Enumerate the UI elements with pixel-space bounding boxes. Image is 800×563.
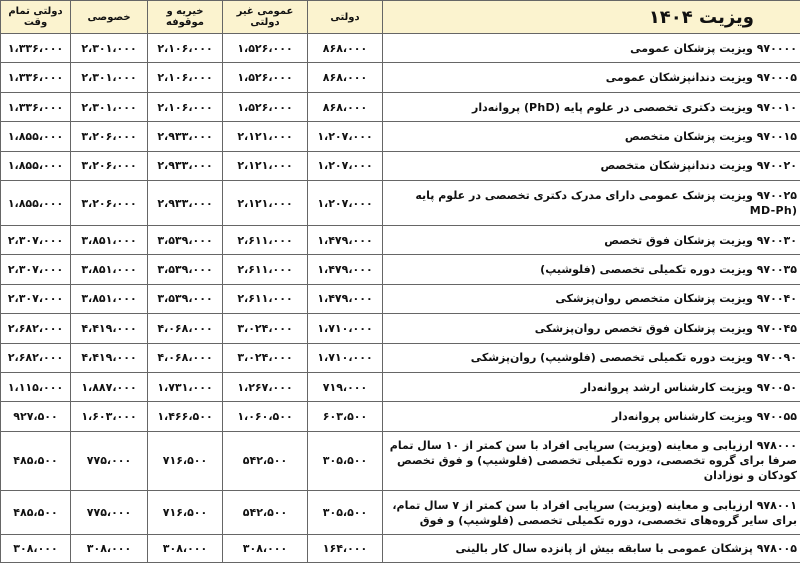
value-public-nongovernment: ۳۰۸،۰۰۰ — [223, 535, 308, 563]
table-row — [1, 535, 800, 563]
service-name: ویزیت پزشکان فوق تخصص روان‌پزشکی — [534, 321, 753, 335]
value-government-fulltime: ۱،۱۱۵،۰۰۰ — [1, 373, 71, 402]
value-public-nongovernment: ۲،۱۲۱،۰۰۰ — [223, 122, 308, 151]
value-government-fulltime: ۴۸۵،۵۰۰ — [1, 490, 71, 535]
service-name: ویزیت پزشک عمومی دارای مدرک دکتری تخصصی در علوم پایه (MD-Ph — [415, 189, 797, 218]
service-name: ویزیت پزشکان متخصص روان‌پزشکی — [555, 292, 753, 306]
service-code: ۹۷۸۰۰۵ — [756, 542, 797, 556]
value-government: ۱،۲۰۷،۰۰۰ — [308, 151, 383, 180]
value-government-fulltime: ۱،۳۳۶،۰۰۰ — [1, 92, 71, 121]
value-charity: ۳،۵۳۹،۰۰۰ — [148, 284, 223, 313]
service-cell — [383, 255, 800, 284]
service-cell — [383, 314, 800, 343]
value-government-fulltime: ۲،۳۰۷،۰۰۰ — [1, 255, 71, 284]
table-row — [1, 343, 800, 372]
value-private: ۳۰۸،۰۰۰ — [71, 535, 148, 563]
value-private: ۴،۴۱۹،۰۰۰ — [71, 343, 148, 372]
value-private: ۱،۸۸۷،۰۰۰ — [71, 373, 148, 402]
value-public-nongovernment: ۵۴۲،۵۰۰ — [223, 490, 308, 535]
service-code: ۹۷۰۰۰۰ — [756, 41, 797, 55]
value-government: ۸۶۸،۰۰۰ — [308, 92, 383, 121]
page-title: ویزیت ۱۴۰۴ — [383, 1, 800, 34]
service-code: ۹۷۰۰۳۵ — [756, 263, 797, 277]
service-name: ویزیت پزشکان متخصص — [624, 130, 753, 144]
value-charity: ۲،۹۳۳،۰۰۰ — [148, 122, 223, 151]
table-row — [1, 63, 800, 92]
value-charity: ۲،۱۰۶،۰۰۰ — [148, 34, 223, 63]
value-public-nongovernment: ۲،۶۱۱،۰۰۰ — [223, 255, 308, 284]
service-cell — [383, 535, 800, 563]
service-name: ویزیت دوره تکمیلی تخصصی (فلوشیپ) روان‌پزشکی — [470, 351, 753, 365]
service-name: ویزیت دوره تکمیلی تخصصی (فلوشیپ) — [540, 263, 753, 277]
value-public-nongovernment: ۱،۵۲۶،۰۰۰ — [223, 63, 308, 92]
service-code: ۹۷۰۰۴۰ — [756, 292, 797, 306]
service-cell — [383, 284, 800, 313]
service-cell — [383, 34, 800, 63]
service-cell — [383, 181, 800, 226]
value-charity: ۳۰۸،۰۰۰ — [148, 535, 223, 563]
table-row — [1, 122, 800, 151]
service-name: ویزیت پزشکان فوق تخصص — [604, 233, 753, 247]
value-government: ۸۶۸،۰۰۰ — [308, 34, 383, 63]
value-government: ۱،۴۷۹،۰۰۰ — [308, 255, 383, 284]
service-code: ۹۷۸۰۰۱ — [756, 498, 797, 512]
table-row — [1, 255, 800, 284]
service-name: ویزیت دندانپزشکان متخصص — [600, 159, 753, 173]
service-name: پزشکان عمومی با سابقه بیش از پانزده سال کار بالینی — [455, 542, 753, 556]
service-name: ویزیت کارشناس پروانه‌دار — [612, 410, 753, 424]
value-private: ۷۷۵،۰۰۰ — [71, 490, 148, 535]
value-private: ۱،۶۰۳،۰۰۰ — [71, 402, 148, 431]
service-cell — [383, 63, 800, 92]
value-private: ۳،۲۰۶،۰۰۰ — [71, 122, 148, 151]
service-code: ۹۷۰۰۲۵ — [756, 189, 797, 203]
value-private: ۳،۲۰۶،۰۰۰ — [71, 181, 148, 226]
value-government-fulltime: ۱،۳۳۶،۰۰۰ — [1, 63, 71, 92]
value-public-nongovernment: ۲،۱۲۱،۰۰۰ — [223, 181, 308, 226]
value-charity: ۷۱۶،۵۰۰ — [148, 490, 223, 535]
service-cell — [383, 122, 800, 151]
value-public-nongovernment: ۲،۶۱۱،۰۰۰ — [223, 225, 308, 254]
value-charity: ۴،۰۶۸،۰۰۰ — [148, 343, 223, 372]
col-header-charity: خیریه و موقوفه — [148, 1, 223, 34]
table-row — [1, 314, 800, 343]
table-row — [1, 284, 800, 313]
value-public-nongovernment: ۱،۵۲۶،۰۰۰ — [223, 34, 308, 63]
service-name: ارزیابی و معاینه (ویزیت) سرپایی افراد با سن کمتر از ۷ سال تمام، برای سایر گروه‌های تخصصی، دوره تکمیلی تخصصی (فلوشیپ) و فوق — [392, 498, 797, 527]
value-charity: ۱،۴۶۶،۵۰۰ — [148, 402, 223, 431]
service-code: ۹۷۰۰۱۵ — [756, 130, 797, 144]
table-row — [1, 225, 800, 254]
value-private: ۴،۴۱۹،۰۰۰ — [71, 314, 148, 343]
value-government: ۳۰۵،۵۰۰ — [308, 431, 383, 490]
value-private: ۲،۳۰۱،۰۰۰ — [71, 34, 148, 63]
value-government: ۱،۷۱۰،۰۰۰ — [308, 343, 383, 372]
service-name: ویزیت دکتری تخصصی در علوم پایه (PhD) پروانه‌دار — [472, 100, 753, 114]
table-row — [1, 92, 800, 121]
value-charity: ۷۱۶،۵۰۰ — [148, 431, 223, 490]
value-charity: ۲،۹۳۳،۰۰۰ — [148, 151, 223, 180]
service-cell — [383, 402, 800, 431]
value-private: ۷۷۵،۰۰۰ — [71, 431, 148, 490]
value-charity: ۲،۹۳۳،۰۰۰ — [148, 181, 223, 226]
value-government-fulltime: ۲،۳۰۷،۰۰۰ — [1, 284, 71, 313]
value-government: ۷۱۹،۰۰۰ — [308, 373, 383, 402]
service-name: ویزیت پزشکان عمومی — [630, 41, 753, 55]
value-government-fulltime: ۴۸۵،۵۰۰ — [1, 431, 71, 490]
value-government: ۱،۴۷۹،۰۰۰ — [308, 284, 383, 313]
value-private: ۳،۸۵۱،۰۰۰ — [71, 284, 148, 313]
value-public-nongovernment: ۲،۶۱۱،۰۰۰ — [223, 284, 308, 313]
value-government: ۱۶۴،۰۰۰ — [308, 535, 383, 563]
value-government: ۱،۲۰۷،۰۰۰ — [308, 181, 383, 226]
value-charity: ۴،۰۶۸،۰۰۰ — [148, 314, 223, 343]
value-private: ۳،۸۵۱،۰۰۰ — [71, 225, 148, 254]
table-row — [1, 490, 800, 535]
header-row — [1, 1, 800, 34]
value-public-nongovernment: ۳،۰۲۴،۰۰۰ — [223, 314, 308, 343]
value-charity: ۳،۵۳۹،۰۰۰ — [148, 225, 223, 254]
col-header-public-nongovernment: عمومی غیر دولتی — [223, 1, 308, 34]
service-cell — [383, 343, 800, 372]
value-public-nongovernment: ۱،۵۲۶،۰۰۰ — [223, 92, 308, 121]
service-name: ویزیت کارشناس ارشد پروانه‌دار — [580, 380, 753, 394]
value-government: ۱،۲۰۷،۰۰۰ — [308, 122, 383, 151]
value-public-nongovernment: ۲،۱۲۱،۰۰۰ — [223, 151, 308, 180]
value-government-fulltime: ۹۲۷،۵۰۰ — [1, 402, 71, 431]
value-government: ۶۰۳،۵۰۰ — [308, 402, 383, 431]
service-code: ۹۷۰۰۰۵ — [756, 71, 797, 85]
value-government-fulltime: ۲،۳۰۷،۰۰۰ — [1, 225, 71, 254]
service-code: ۹۷۰۰۲۰ — [756, 159, 797, 173]
service-code: ۹۷۰۰۵۵ — [756, 410, 797, 424]
service-code: ۹۷۰۰۱۰ — [756, 100, 797, 114]
service-code: ۹۷۰۰۴۵ — [756, 321, 797, 335]
service-code: ۹۷۰۰۹۰ — [756, 351, 797, 365]
value-government: ۱،۴۷۹،۰۰۰ — [308, 225, 383, 254]
value-public-nongovernment: ۵۴۲،۵۰۰ — [223, 431, 308, 490]
value-government-fulltime: ۲،۶۸۲،۰۰۰ — [1, 314, 71, 343]
table-row — [1, 402, 800, 431]
col-header-government-fulltime: دولتی تمام وقت — [1, 1, 71, 34]
value-government: ۸۶۸،۰۰۰ — [308, 63, 383, 92]
table-row — [1, 151, 800, 180]
value-public-nongovernment: ۱،۰۶۰،۵۰۰ — [223, 402, 308, 431]
col-header-private: خصوصی — [71, 1, 148, 34]
value-government-fulltime: ۱،۸۵۵،۰۰۰ — [1, 181, 71, 226]
service-code: ۹۷۰۰۳۰ — [756, 233, 797, 247]
service-name: ارزیابی و معاینه (ویزیت) سرپایی افراد با سن کمتر از ۱۰ سال تمام صرفا برای گروه تخصصی، دوره تکمیلی تخصصی (فلوشیپ) و فوق تخصص کودکان و نوزادان — [389, 439, 797, 483]
service-cell — [383, 225, 800, 254]
value-charity: ۲،۱۰۶،۰۰۰ — [148, 63, 223, 92]
service-cell — [383, 151, 800, 180]
service-cell — [383, 490, 800, 535]
service-code: ۹۷۰۰۵۰ — [756, 380, 797, 394]
value-private: ۳،۲۰۶،۰۰۰ — [71, 151, 148, 180]
value-public-nongovernment: ۳،۰۲۴،۰۰۰ — [223, 343, 308, 372]
value-private: ۳،۸۵۱،۰۰۰ — [71, 255, 148, 284]
value-government-fulltime: ۲،۶۸۲،۰۰۰ — [1, 343, 71, 372]
value-government-fulltime: ۱،۸۵۵،۰۰۰ — [1, 122, 71, 151]
value-government-fulltime: ۱،۳۳۶،۰۰۰ — [1, 34, 71, 63]
value-private: ۲،۳۰۱،۰۰۰ — [71, 63, 148, 92]
value-government-fulltime: ۱،۸۵۵،۰۰۰ — [1, 151, 71, 180]
service-cell — [383, 92, 800, 121]
value-charity: ۲،۱۰۶،۰۰۰ — [148, 92, 223, 121]
table-row — [1, 34, 800, 63]
table-row — [1, 431, 800, 490]
service-name: ویزیت دندانپزشکان عمومی — [605, 71, 753, 85]
value-charity: ۳،۵۳۹،۰۰۰ — [148, 255, 223, 284]
value-private: ۲،۳۰۱،۰۰۰ — [71, 92, 148, 121]
table-row — [1, 181, 800, 226]
service-cell — [383, 431, 800, 490]
value-government: ۱،۷۱۰،۰۰۰ — [308, 314, 383, 343]
table-row — [1, 373, 800, 402]
service-cell — [383, 373, 800, 402]
value-government-fulltime: ۳۰۸،۰۰۰ — [1, 535, 71, 563]
value-charity: ۱،۷۳۱،۰۰۰ — [148, 373, 223, 402]
value-public-nongovernment: ۱،۲۶۷،۰۰۰ — [223, 373, 308, 402]
service-code: ۹۷۸۰۰۰ — [756, 439, 797, 453]
value-government: ۳۰۵،۵۰۰ — [308, 490, 383, 535]
col-header-government: دولتی — [308, 1, 383, 34]
